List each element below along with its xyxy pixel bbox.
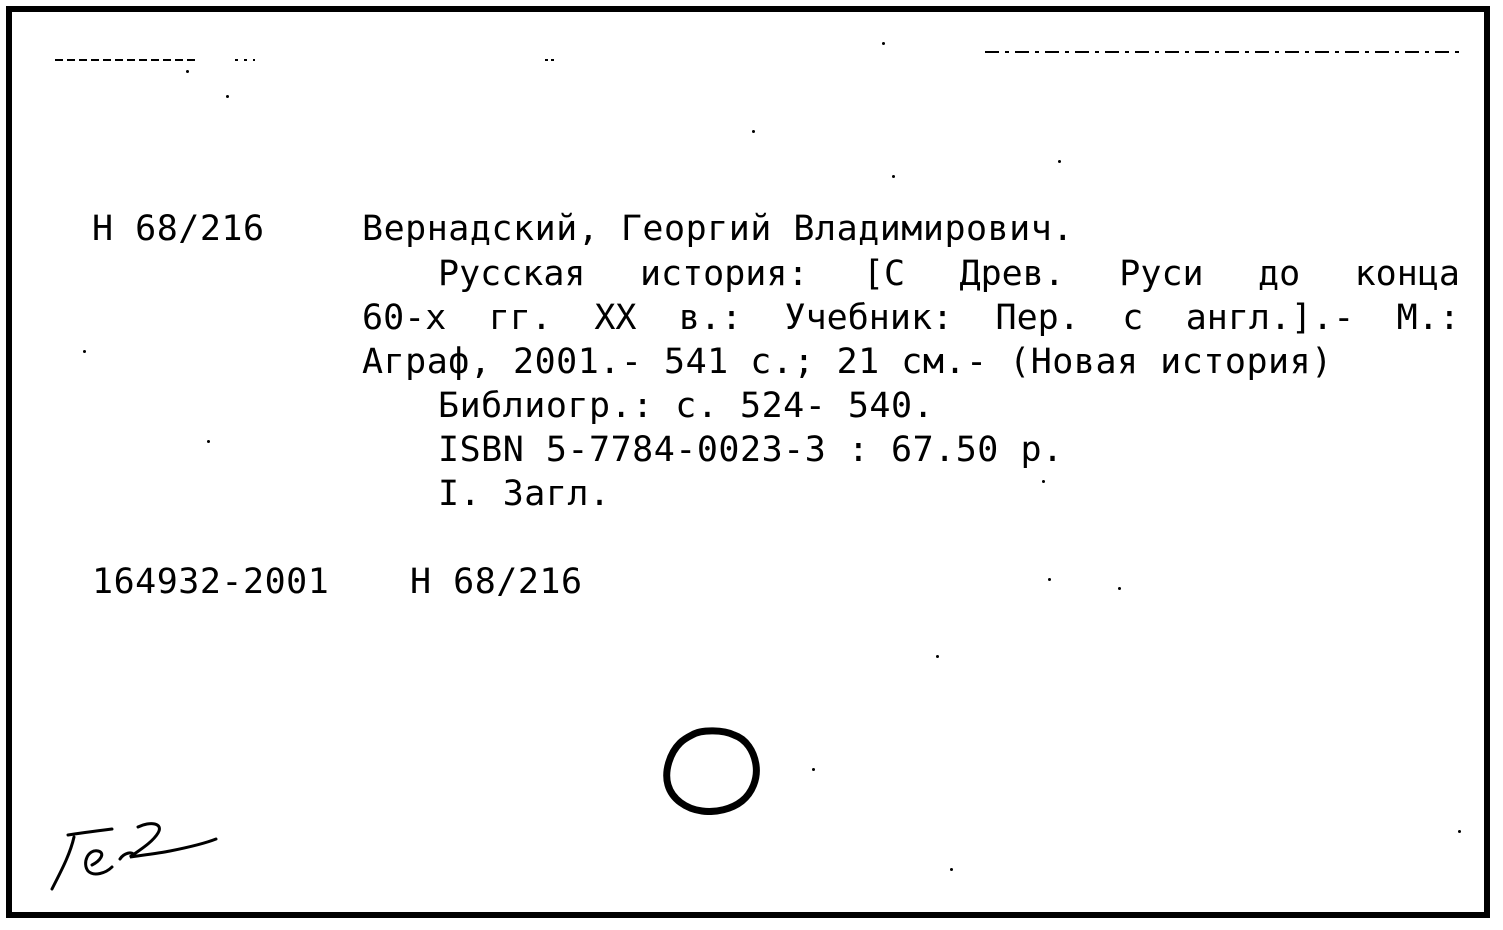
title-word: в.: [678,298,743,338]
bibliography-note: Библиогр.: с. 524- 540. [438,386,935,426]
scan-speck [83,350,86,353]
inventory-number: 164932-2001 [92,562,330,602]
handwritten-note-icon [40,815,230,900]
title-word: 60-х [362,298,447,338]
punch-hole-icon [662,727,762,815]
top-dashed-rule-left [55,57,555,63]
call-number: Н 68/216 [92,209,265,249]
imprint-line: Аграф, 2001.- 541 с.; 21 см.- (Новая история) [362,342,1333,382]
title-word: XX [594,298,637,338]
title-word: М.: [1396,298,1460,338]
scan-speck [1042,480,1045,483]
inventory-call-number: Н 68/216 [410,562,583,602]
scan-speck [226,95,229,98]
scan-speck [1048,578,1051,581]
scan-speck [936,655,939,658]
scan-speck [186,70,189,73]
author-heading: Вернадский, Георгий Владимирович. [362,209,1074,249]
scan-speck [892,175,895,178]
scan-speck [1458,830,1461,833]
scan-speck [1058,160,1061,163]
title-word: гг. [488,298,552,338]
title-line-2 [362,296,1460,340]
title-word: Пер. [995,298,1080,338]
scan-speck [752,130,755,133]
title-word: до [1258,254,1301,294]
title-word: англ.].- [1185,298,1355,338]
top-dashed-rule-right [985,48,1465,56]
title-word: Руси [1119,254,1204,294]
scan-speck [950,868,953,871]
scan-speck [812,768,815,771]
title-word: [С [862,254,906,294]
title-word: Учебник: [784,298,954,338]
scan-speck [882,42,885,45]
isbn-line: ISBN 5-7784-0023-3 : 67.50 р. [438,430,1064,470]
title-line-1 [438,252,1460,296]
title-word: Древ. [959,254,1065,294]
title-word: история: [639,254,809,294]
title-word: Русская [438,254,586,294]
scan-speck [1118,587,1121,590]
scan-speck [207,440,210,443]
added-entry: I. Загл. [438,474,611,514]
title-word: конца [1354,254,1460,294]
title-word: с [1122,298,1144,338]
